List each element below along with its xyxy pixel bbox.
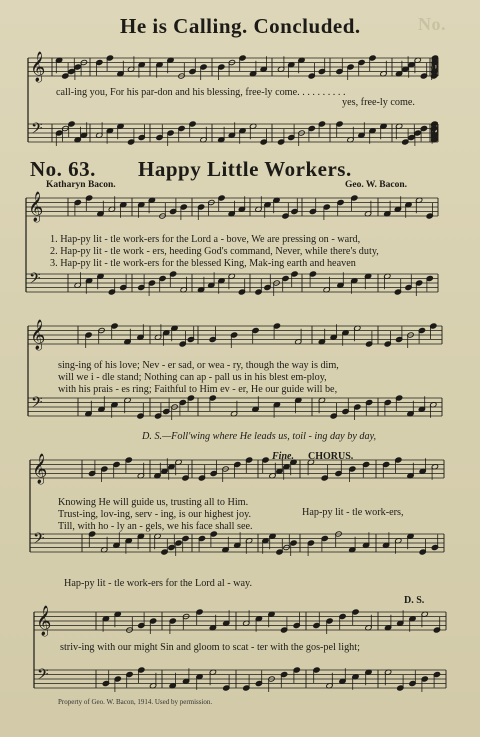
- music-credit: Geo. W. Bacon.: [345, 180, 408, 190]
- prev-song-treble-clef: 𝄞: [30, 52, 46, 82]
- prev-lyric-line1: call-ing you, For his par-don and his blessing, free-ly come. . . . . . . . . .: [56, 87, 346, 98]
- prev-lyric-line2: yes, free-ly come.: [342, 97, 415, 108]
- system1-bass-clef: 𝄢: [29, 270, 41, 291]
- fine-mark: Fine.: [272, 451, 294, 462]
- system2-bass-clef: 𝄢: [31, 394, 43, 415]
- copyright-footer: Property of Geo. W. Bacon, 1914. Used by permission.: [58, 698, 213, 706]
- s2-verse2: will we i - dle stand; Nothing can ap - pall us in his blest em-ploy,: [58, 372, 327, 383]
- bass-lyric: Hap-py lit - tle work-ers for the Lord al - way.: [64, 578, 253, 589]
- system2-treble-clef: 𝄞: [30, 320, 46, 350]
- system4-bass-clef: 𝄢: [37, 666, 49, 687]
- s1-verse3: 3. Hap-py lit - tle work-ers for the blessed King, Mak-ing earth and heaven: [50, 258, 356, 269]
- faint-number: No.: [418, 14, 446, 34]
- system1-treble-clef: 𝄞: [28, 192, 44, 222]
- s3-verse2: Trust-ing, lov-ing, serv - ing, is our highest joy.: [58, 509, 252, 520]
- system4-treble-clef: 𝄞: [36, 606, 52, 636]
- song-title: Happy Little Workers.: [138, 157, 352, 181]
- s2-verse3: with his prais - es ring; Faithful to Him ev - er, He our guide will be,: [58, 384, 338, 395]
- s1-verse2: 2. Hap-py lit - tle work - ers, heeding God's command, Never, while there's duty,: [50, 246, 379, 257]
- system3-treble-clef: 𝄞: [32, 454, 48, 484]
- chorus-lyric: Hap-py lit - tle work-ers,: [302, 507, 404, 518]
- system3-bass-clef: 𝄢: [33, 530, 45, 551]
- ds-mark: D. S.: [404, 595, 425, 606]
- song-number: No. 63.: [30, 157, 96, 181]
- s2-ds-line: D. S.—Foll'wing where He leads us, toil - ing day by day,: [142, 431, 377, 442]
- s4-lyric: striv-ing with our might Sin and gloom to scat - ter with the gos-pel light;: [60, 642, 360, 653]
- s3-verse3: Till, with ho - ly an - gels, we his face shall see.: [58, 521, 253, 532]
- prev-song-bass-clef: 𝄢: [31, 120, 43, 141]
- words-credit: Katharyn Bacon.: [46, 180, 116, 190]
- s1-verse1: 1. Hap-py lit - tle work-ers for the Lord a - bove, We are pressing on - ward,: [50, 234, 361, 245]
- s3-verse1: Knowing He will guide us, trusting all to Him.: [58, 497, 249, 508]
- chorus-mark: CHORUS.: [308, 451, 354, 462]
- concluded-title: He is Calling. Concluded.: [120, 14, 361, 38]
- s2-verse1: sing-ing of his love; Nev - er sad, or wea - ry, though the way is dim,: [58, 360, 339, 371]
